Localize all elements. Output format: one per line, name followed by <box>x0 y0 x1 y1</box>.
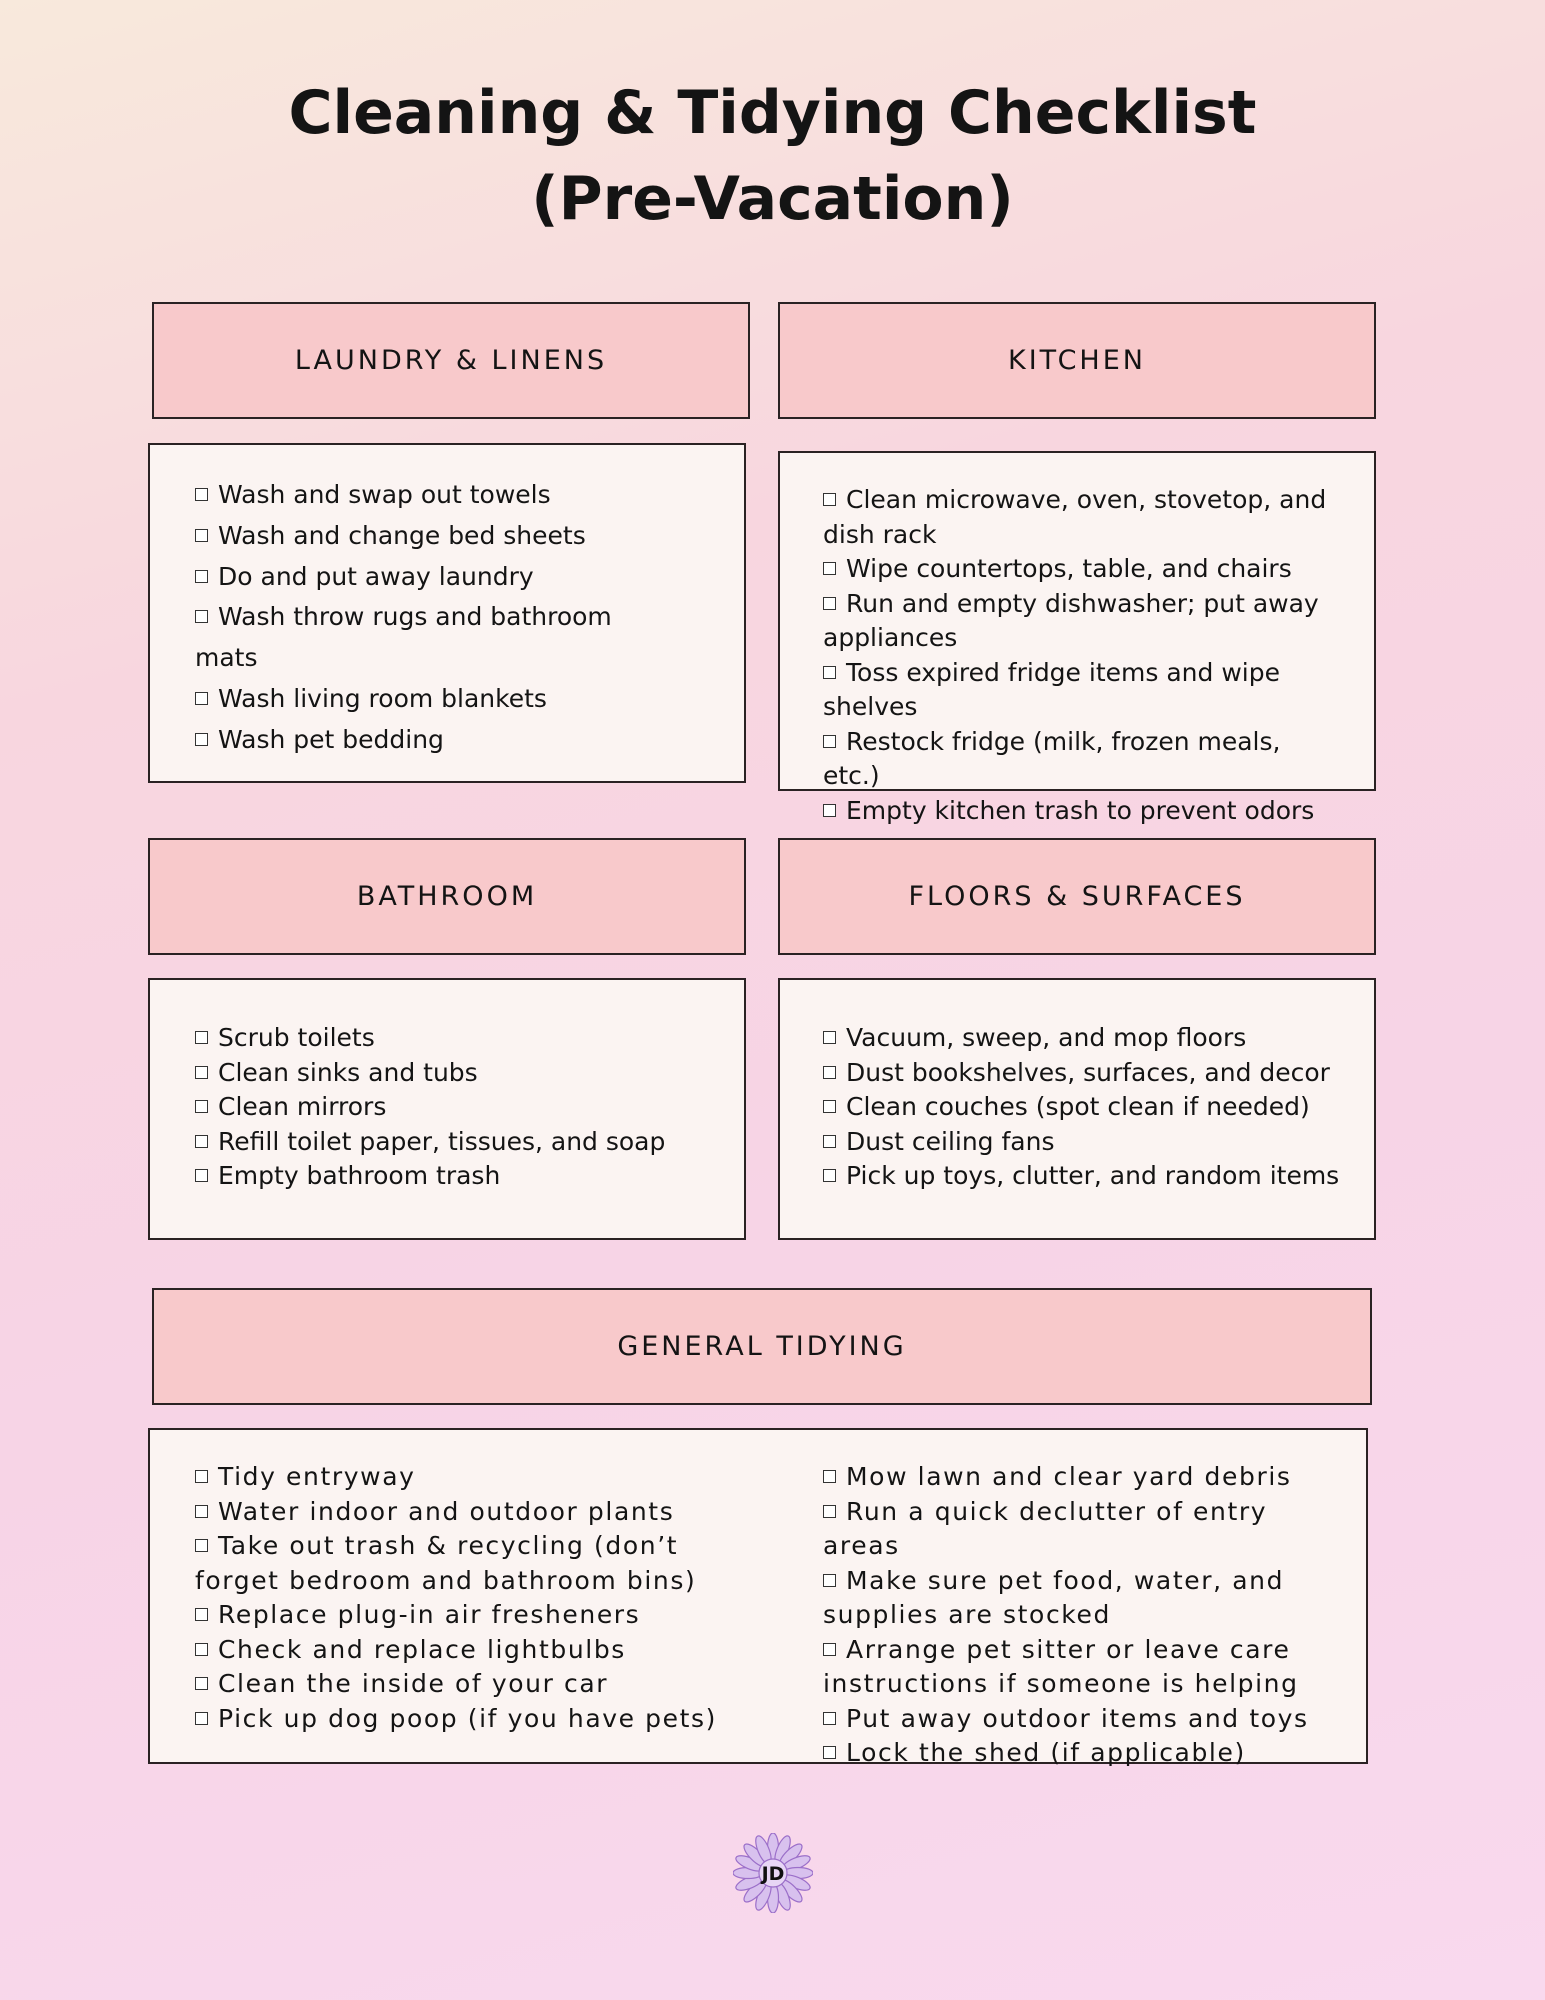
kitchen-heading <box>778 302 1376 419</box>
checklist-item[interactable]: Tidy entryway <box>195 1460 755 1495</box>
page-title <box>0 70 1545 242</box>
checklist-item[interactable]: Wash pet bedding <box>195 720 634 761</box>
checklist-item[interactable]: Lock the shed (if applicable) <box>823 1736 1343 1771</box>
logo-text: JD <box>761 1863 785 1885</box>
checklist-item[interactable]: Wash and swap out towels <box>195 475 634 516</box>
checklist-item[interactable]: Run a quick declutter of entry areas <box>823 1495 1343 1564</box>
checklist-item[interactable]: Scrub toilets <box>195 1021 724 1056</box>
checklist-item[interactable]: Take out trash & recycling (don’t forget bedroom and bathroom bins) <box>195 1529 755 1598</box>
kitchen-list <box>778 451 1376 825</box>
bathroom-heading <box>148 838 746 955</box>
checklist-item[interactable]: Replace plug-in air fresheners <box>195 1598 755 1633</box>
checklist-item[interactable]: Mow lawn and clear yard debris <box>823 1460 1343 1495</box>
checklist-item[interactable]: Clean couches (spot clean if needed) <box>823 1090 1354 1125</box>
kitchen-heading-label: KITCHEN <box>1008 345 1146 376</box>
checklist-item[interactable]: Arrange pet sitter or leave care instructions if someone is helping <box>823 1633 1343 1702</box>
checklist-item[interactable]: Wash and change bed sheets <box>195 516 634 557</box>
checklist-item[interactable]: Pick up dog poop (if you have pets) <box>195 1702 755 1737</box>
title-line-2: (Pre-Vacation) <box>531 164 1014 234</box>
checklist-item[interactable]: Put away outdoor items and toys <box>823 1702 1343 1737</box>
checklist-item[interactable]: Pick up toys, clutter, and random items <box>823 1159 1354 1194</box>
title-line-1: Cleaning & Tidying Checklist <box>288 78 1257 148</box>
checklist-item[interactable]: Clean sinks and tubs <box>195 1056 724 1091</box>
checklist-item[interactable]: Wash throw rugs and bathroom mats <box>195 597 634 679</box>
checklist-item[interactable]: Dust bookshelves, surfaces, and decor <box>823 1056 1354 1091</box>
floors-surfaces-list <box>778 978 1376 1240</box>
checklist-item[interactable]: Empty kitchen trash to prevent odors <box>823 794 1344 829</box>
checklist-item[interactable]: Do and put away laundry <box>195 557 634 598</box>
general-tidying-heading <box>152 1288 1372 1405</box>
checklist-item[interactable]: Dust ceiling fans <box>823 1125 1354 1160</box>
bathroom-list <box>148 978 746 1240</box>
checklist-item[interactable]: Clean microwave, oven, stovetop, and dish rack <box>823 483 1344 552</box>
bathroom-heading-label: BATHROOM <box>356 881 538 912</box>
checklist-item[interactable]: Toss expired fridge items and wipe shelves <box>823 656 1344 725</box>
floors-surfaces-heading-label: FLOORS & SURFACES <box>908 881 1246 912</box>
checklist-item[interactable]: Wash living room blankets <box>195 679 634 720</box>
floors-surfaces-heading <box>778 838 1376 955</box>
checklist-item[interactable]: Restock fridge (milk, frozen meals, etc.) <box>823 725 1344 794</box>
checklist-item[interactable]: Check and replace lightbulbs <box>195 1633 755 1668</box>
checklist-item[interactable]: Refill toilet paper, tissues, and soap <box>195 1125 724 1160</box>
checklist-item[interactable]: Empty bathroom trash <box>195 1159 724 1194</box>
laundry-linens-heading <box>152 302 750 419</box>
checklist-item[interactable]: Vacuum, sweep, and mop floors <box>823 1021 1354 1056</box>
laundry-linens-list <box>148 443 746 783</box>
checklist-item[interactable]: Run and empty dishwasher; put away appliances <box>823 587 1344 656</box>
flower-logo-icon <box>733 1833 813 1913</box>
checklist-item[interactable]: Clean mirrors <box>195 1090 724 1125</box>
general-tidying-list <box>148 1428 1368 1767</box>
checklist-item[interactable]: Wipe countertops, table, and chairs <box>823 552 1344 587</box>
checklist-item[interactable]: Water indoor and outdoor plants <box>195 1495 755 1530</box>
general-tidying-heading-label: GENERAL TIDYING <box>617 1331 907 1362</box>
checklist-item[interactable]: Make sure pet food, water, and supplies are stocked <box>823 1564 1343 1633</box>
checklist-item[interactable]: Clean the inside of your car <box>195 1667 755 1702</box>
flower-logo <box>733 1833 813 1913</box>
laundry-linens-heading-label: LAUNDRY & LINENS <box>294 345 608 376</box>
